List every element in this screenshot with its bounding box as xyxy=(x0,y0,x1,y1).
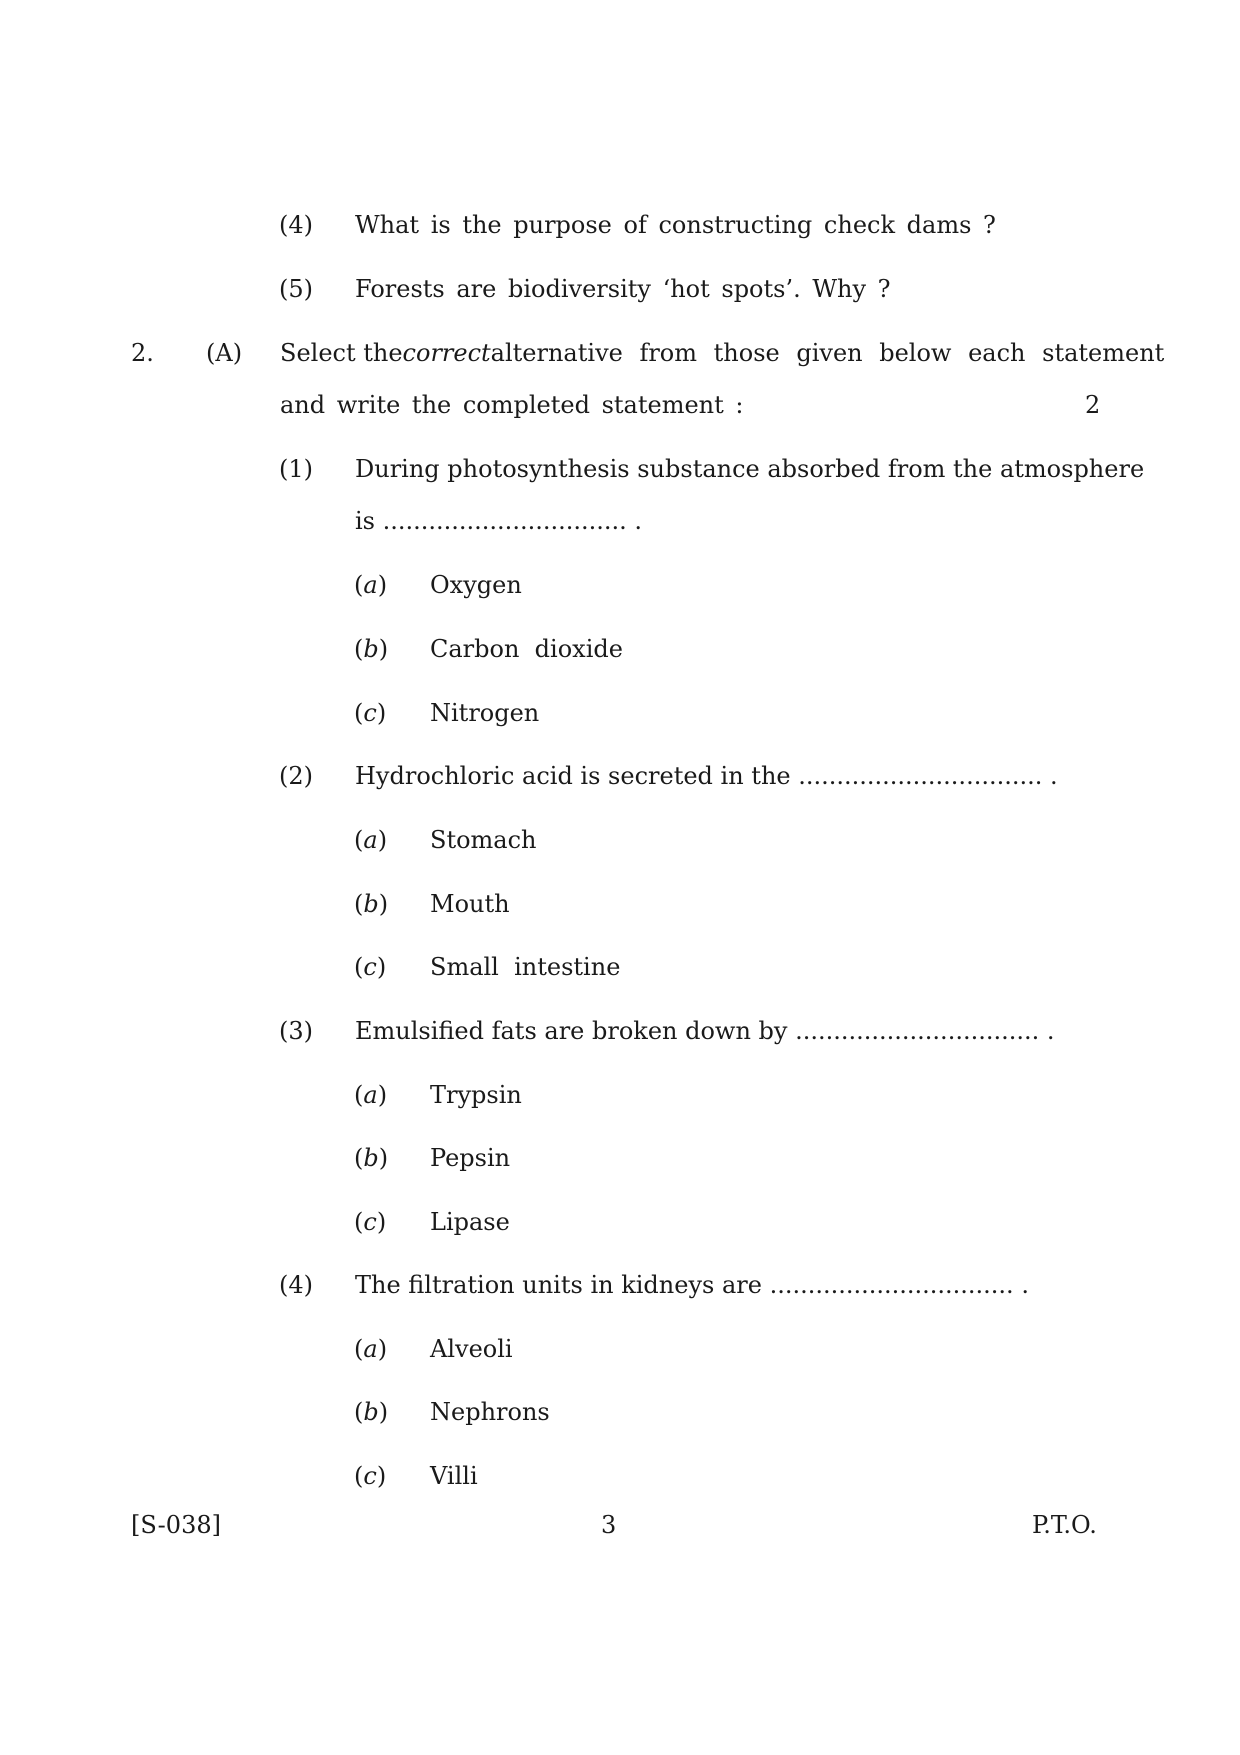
option-text: Pepsin xyxy=(430,1144,511,1172)
option-letter: (a) xyxy=(354,571,388,599)
instruction-text-end: alternative from those given below each statement xyxy=(490,339,1165,367)
option-text: Lipase xyxy=(430,1208,510,1236)
marks: 2 xyxy=(1085,391,1101,419)
question-text: What is the purpose of constructing check dams ? xyxy=(355,211,996,239)
option-text: Villi xyxy=(430,1462,478,1490)
item-number: (3) xyxy=(279,1017,313,1045)
option-text: Alveoli xyxy=(430,1335,513,1363)
question-instruction xyxy=(280,338,1165,368)
instruction-text-start: Select the xyxy=(280,339,403,367)
page-number: 3 xyxy=(601,1511,617,1539)
question-part-label: (A) xyxy=(206,339,243,367)
item-statement: During photosynthesis substance absorbed from the atmosphere xyxy=(355,455,1145,483)
option-text: Nitrogen xyxy=(430,699,540,727)
option-text: Trypsin xyxy=(430,1081,522,1109)
item-statement: Emulsified fats are broken down by ................................ . xyxy=(355,1017,1055,1045)
option-letter: (b) xyxy=(354,1398,389,1426)
question-text: Forests are biodiversity ‘hot spots’. Why ? xyxy=(355,275,891,303)
option-text: Mouth xyxy=(430,890,510,918)
item-number: (2) xyxy=(279,762,313,790)
option-letter: (c) xyxy=(354,1462,387,1490)
instruction-emphasis: correct xyxy=(402,339,491,367)
option-letter: (c) xyxy=(354,699,387,727)
option-letter: (b) xyxy=(354,890,389,918)
item-number: (4) xyxy=(279,1271,313,1299)
item-statement: The filtration units in kidneys are ................................ . xyxy=(355,1271,1029,1299)
option-text: Oxygen xyxy=(430,571,522,599)
option-letter: (b) xyxy=(354,1144,389,1172)
option-text: Small intestine xyxy=(430,953,621,981)
item-statement-line2: is ................................ . xyxy=(355,507,643,535)
question-instruction-line2: and write the completed statement : xyxy=(280,391,744,419)
option-text: Stomach xyxy=(430,826,537,854)
option-letter: (c) xyxy=(354,953,387,981)
option-text: Carbon dioxide xyxy=(430,635,623,663)
paper-code: [S-038] xyxy=(131,1511,221,1539)
option-letter: (b) xyxy=(354,635,389,663)
item-number: (1) xyxy=(279,455,313,483)
question-number: 2. xyxy=(131,339,154,367)
option-letter: (a) xyxy=(354,826,388,854)
question-number: (5) xyxy=(279,275,313,303)
option-letter: (a) xyxy=(354,1081,388,1109)
option-letter: (c) xyxy=(354,1208,387,1236)
option-text: Nephrons xyxy=(430,1398,550,1426)
question-number: (4) xyxy=(279,211,313,239)
item-statement: Hydrochloric acid is secreted in the ................................ . xyxy=(355,762,1058,790)
option-letter: (a) xyxy=(354,1335,388,1363)
please-turn-over: P.T.O. xyxy=(1032,1511,1097,1539)
